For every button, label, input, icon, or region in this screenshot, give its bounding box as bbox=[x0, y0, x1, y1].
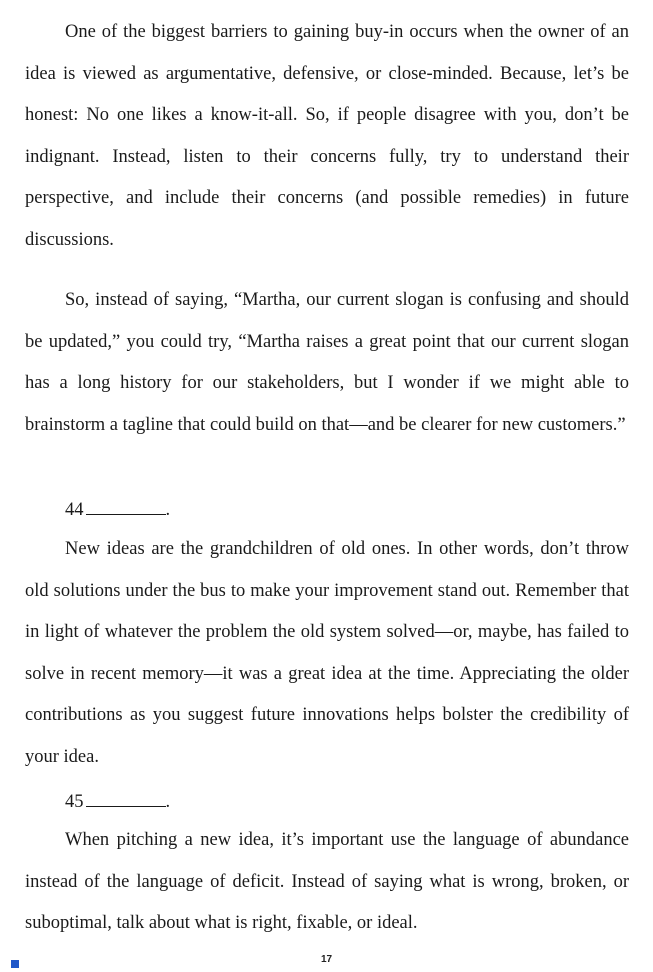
paragraph-3: New ideas are the grandchildren of old ones. In other words, don’t throw old solutions under the bus to make your improvement stand out. Remember that in light of whatever the problem the old system solved—or, maybe, has failed to solve in recent memory—it was a great idea at the time. Appreciating the older contributions as you suggest future innovations helps bolster the credibility of your idea. bbox=[25, 539, 629, 767]
question-44-blank bbox=[65, 498, 170, 522]
paragraph-2: So, instead of saying, “Martha, our current slogan is confusing and should be updated,” you could try, “Martha raises a great point that our current slogan has a long history for our stakeholders, but I wonder if we might able to brainstorm a tagline that could build on that—and be clearer for new customers.” bbox=[25, 290, 629, 435]
answer-blank bbox=[86, 790, 166, 807]
page-number: 17 bbox=[320, 954, 333, 965]
question-number: 44 bbox=[65, 500, 84, 520]
paragraph-4: When pitching a new idea, it’s important use the language of abundance instead of the language of deficit. Instead of saying what is wrong, broken, or suboptimal, talk about what is right, fixable, or ideal. bbox=[25, 830, 629, 933]
answer-blank bbox=[86, 498, 166, 515]
question-45-blank bbox=[65, 790, 170, 814]
blank-end-punctuation: . bbox=[165, 792, 171, 812]
question-number: 45 bbox=[65, 792, 84, 812]
blank-end-punctuation: . bbox=[165, 500, 171, 520]
paragraph-1: One of the biggest barriers to gaining buy-in occurs when the owner of an idea is viewed as argumentative, defensive, or close-minded. Because, let’s be honest: No one likes a know-it-all. So, if people disagree with you, don’t be indignant. Instead, listen to their concerns fully, try to understand their perspective, and include their concerns (and possible remedies) in future discussions. bbox=[25, 22, 629, 250]
